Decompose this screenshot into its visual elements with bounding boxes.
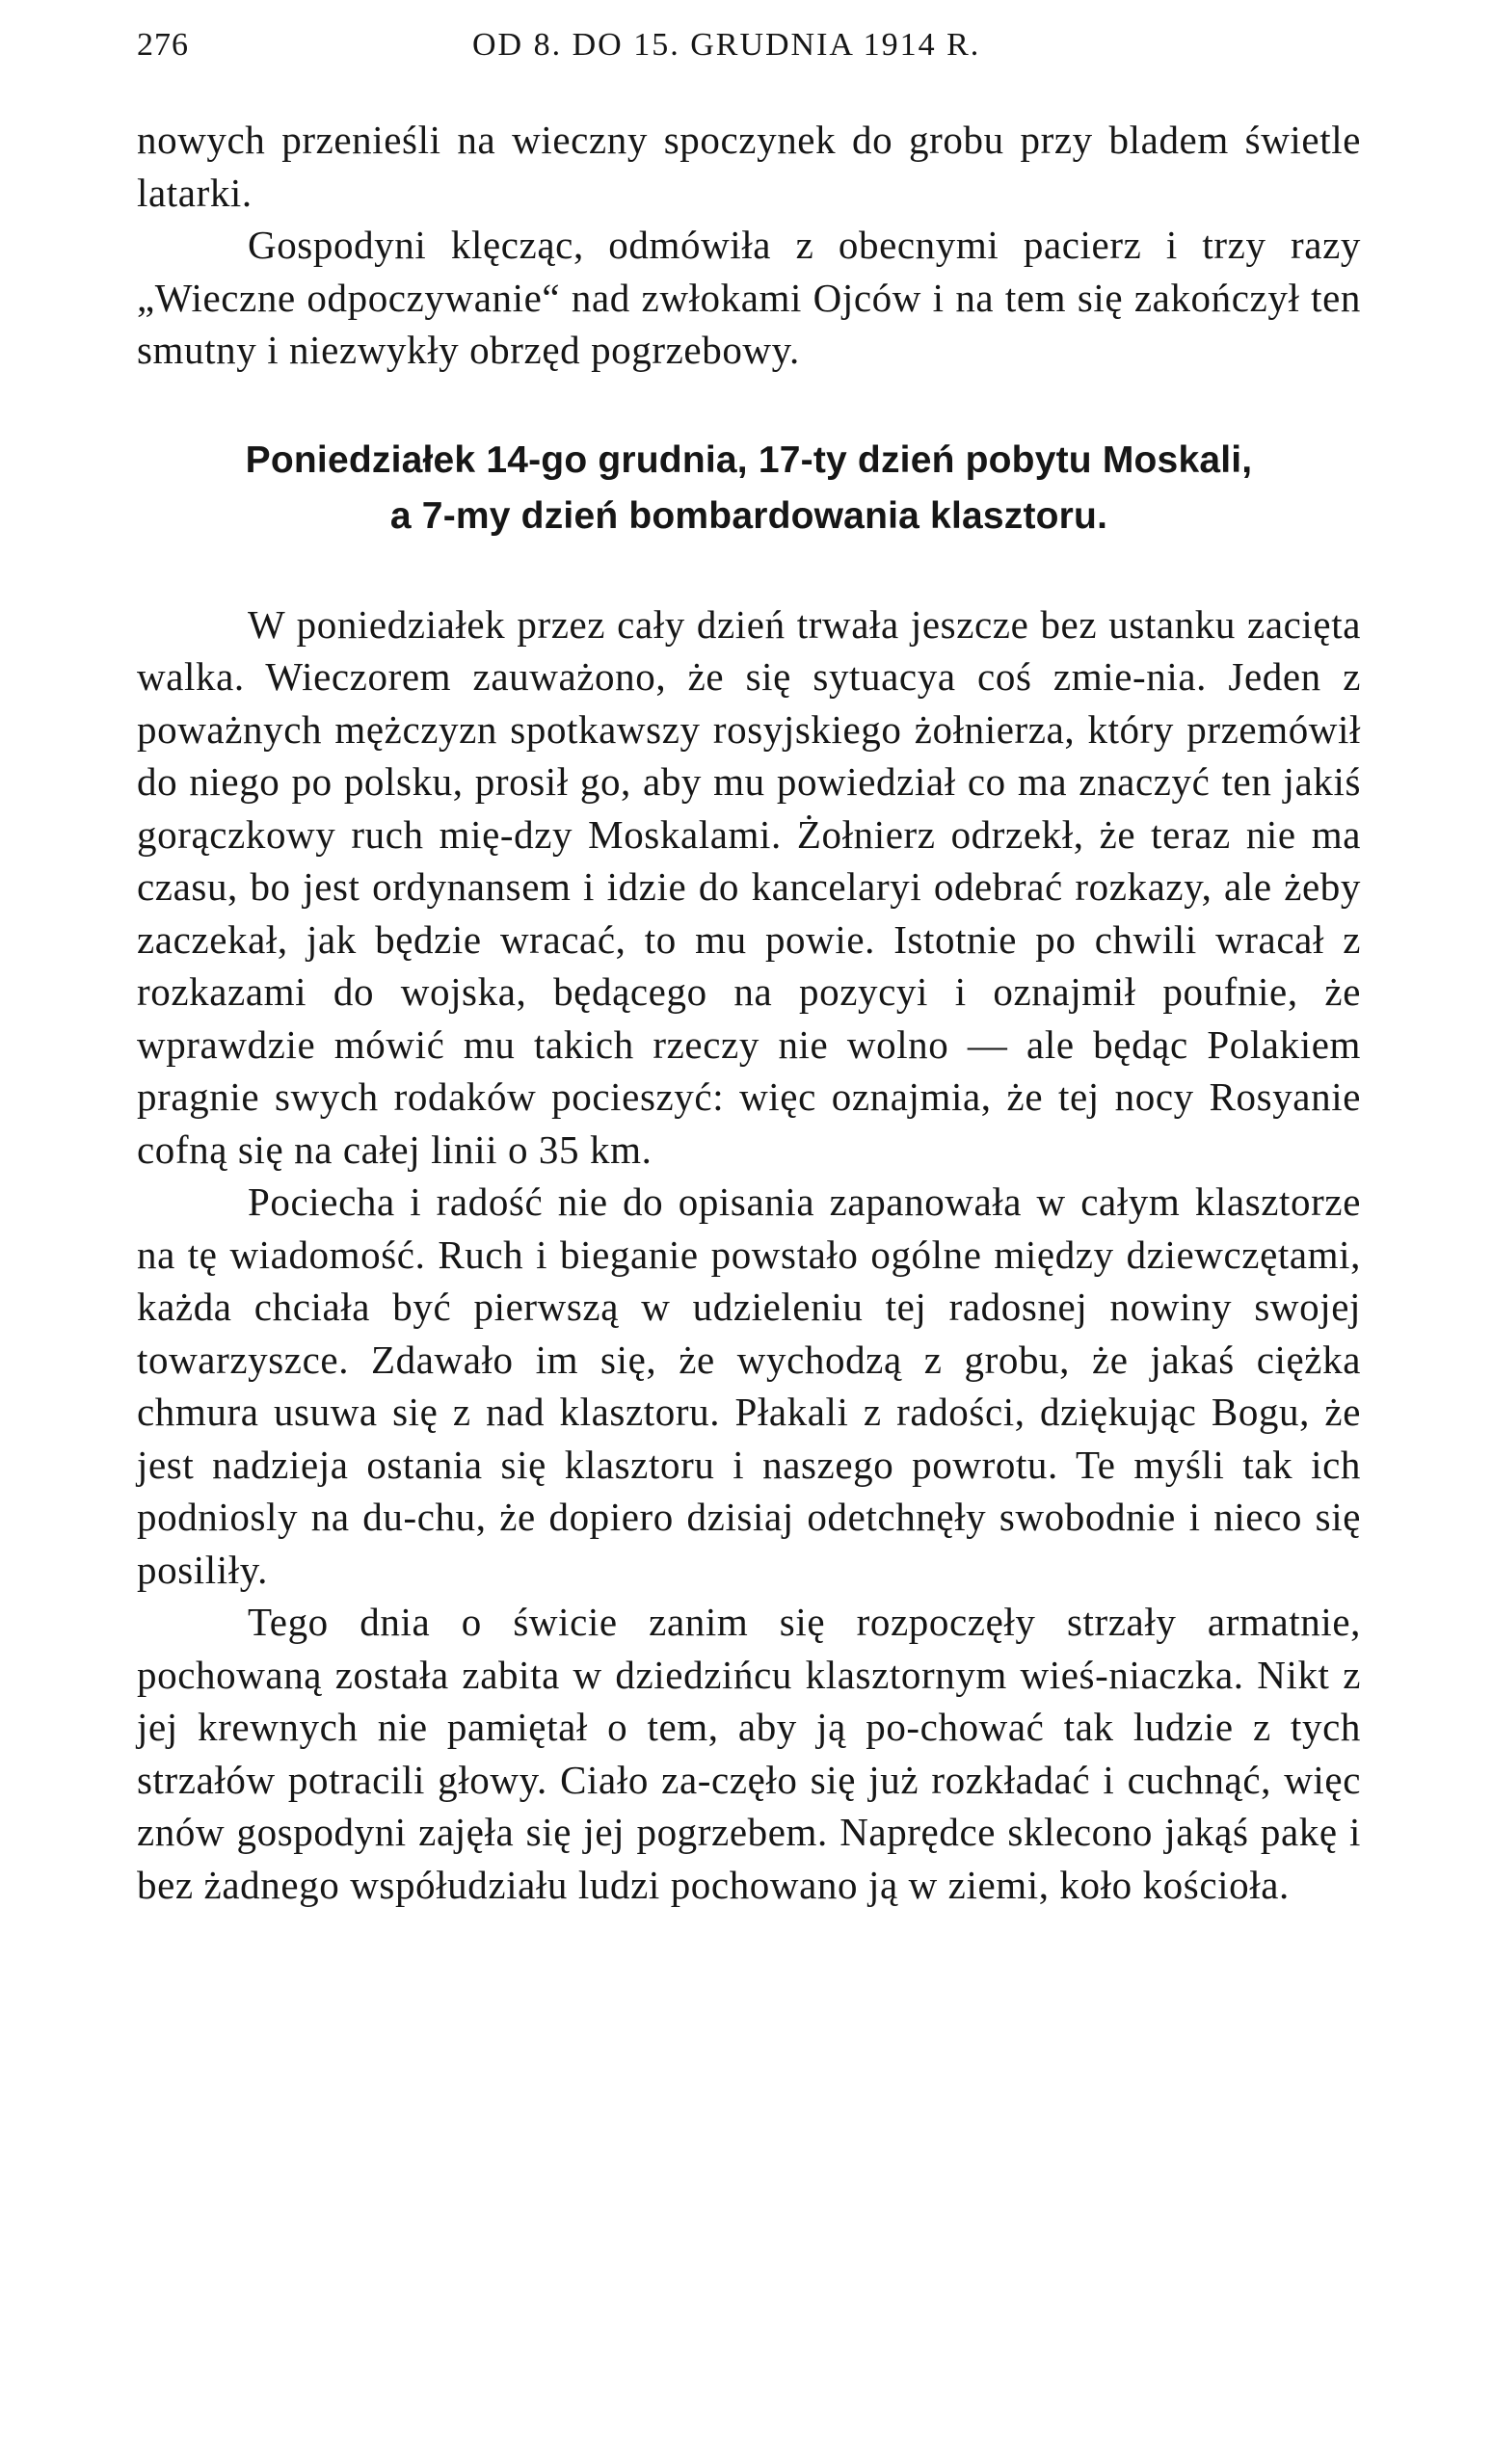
body-text — [137, 114, 1361, 1911]
section-heading-line: a 7-my dzień bombardowania klasztoru. — [389, 494, 1108, 537]
paragraph: Gospodyni klęcząc, odmówiła z obecnymi pacierz i trzy razy „Wieczne odpoczywanie“ nad zwłokami Ojców i na tem się zakończył ten smutny i niezwykły obrzęd pogrzebowy. — [137, 223, 1361, 372]
running-head-title: OD 8. DO 15. GRUDNIA 1914 R. — [472, 27, 981, 63]
paragraph: nowych przenieśli na wieczny spoczynek do grobu przy bladem świetle latarki. — [137, 118, 1361, 215]
section-heading-line: Poniedziałek 14-go grudnia, 17-ty dzień pobytu Moskali, — [245, 438, 1253, 481]
section-heading — [137, 433, 1361, 544]
running-head — [137, 21, 1361, 69]
page-number: 276 — [137, 27, 189, 63]
paragraph: Pociecha i radość nie do opisania zapanowała w całym klasztorze na tę wiadomość. Ruch i bieganie powstało ogólne między dziewczętami, każda chciała być pierwszą w udzieleniu tej radosnej nowiny swojej towarzyszce. Zdawało im się, że wychodzą z grobu, że jakaś ciężka chmura usuwa się z nad klasztoru. Płakali z radości, dziękując Bogu, że jest nadzieja ostania się klasztoru i naszego powrotu. Te myśli tak ich podniosly na du-chu, że dopiero dzisiaj odetchnęły swobodnie i nieco się posiliły. — [137, 1179, 1361, 1592]
paragraph: Tego dnia o świcie zanim się rozpoczęły strzały armatnie, pochowaną została zabita w dziedzińcu klasztornym wieś-niaczka. Nikt z jej krewnych nie pamiętał o tem, aby ją po-chować tak ludzie z tych strzałów potracili głowy. Ciało za-częło się już rozkładać i cuchnąć, więc znów gospodyni zajęła się jej pogrzebem. Naprędce sklecono jakąś pakę i bez żadnego współudziału ludzi pochowano ją w ziemi, koło kościoła. — [137, 1600, 1361, 1907]
paragraph: W poniedziałek przez cały dzień trwała jeszcze bez ustanku zacięta walka. Wieczorem zauważono, że się sytuacya coś zmie-nia. Jeden z poważnych mężczyzn spotkawszy rosyjskiego żołnierza, który przemówił do niego po polsku, prosił go, aby mu powiedział co ma znaczyć ten jakiś gorączkowy ruch mię-dzy Moskalami. Żołnierz odrzekł, że teraz nie ma czasu, bo jest ordynansem i idzie do kancelaryi odebrać rozkazy, ale żeby zaczekał, jak będzie wracać, to mu powie. Istotnie po chwili wracał z rozkazami do wojska, będącego na pozycyi i oznajmił poufnie, że wprawdzie mówić mu takich rzeczy nie wolno — ale będąc Polakiem pragnie swych rodaków pocieszyć: więc oznajmia, że tej nocy Rosyanie cofną się na całej linii o 35 km. — [137, 601, 1361, 1172]
